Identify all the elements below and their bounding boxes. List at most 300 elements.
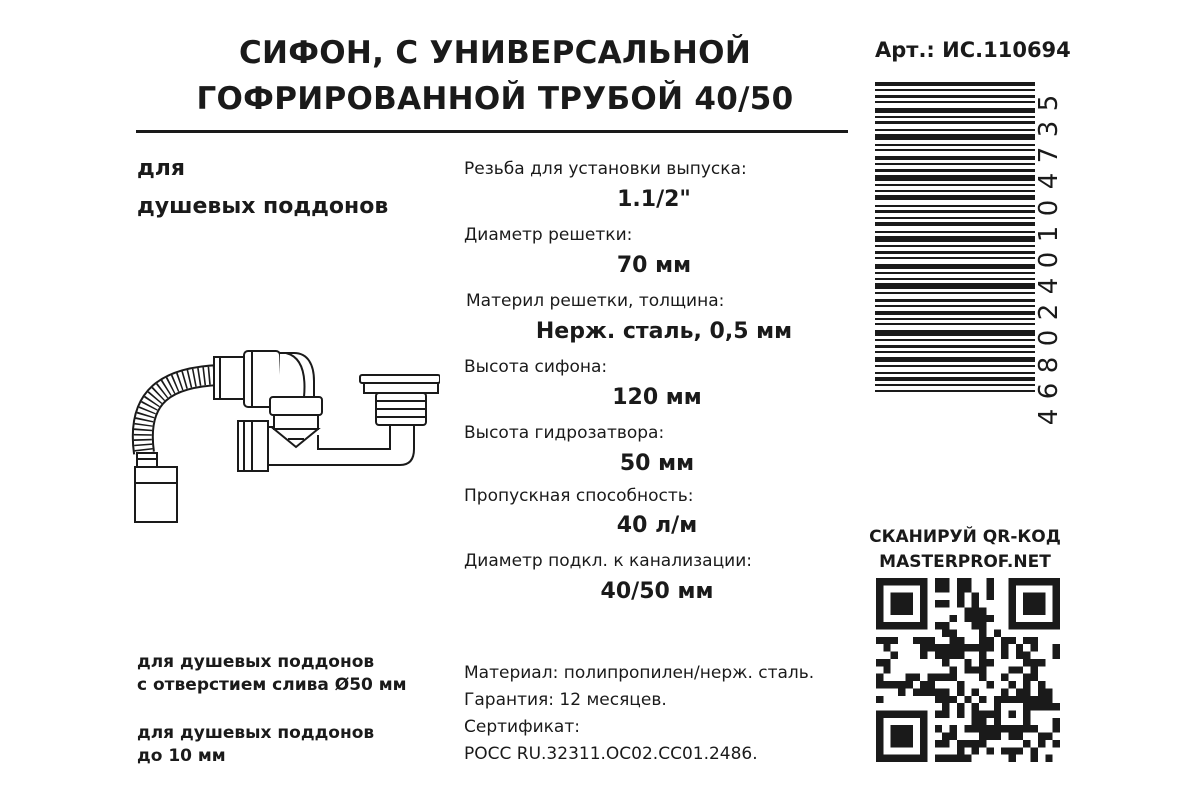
barcode-bar — [875, 390, 1035, 392]
qr-module — [1031, 593, 1038, 600]
qr-module — [1008, 637, 1015, 644]
qr-module — [950, 637, 957, 644]
qr-module — [1053, 644, 1060, 651]
qr-module — [898, 733, 905, 740]
qr-module — [1038, 688, 1045, 695]
qr-module — [1008, 600, 1015, 607]
barcode-bar — [875, 292, 1035, 294]
note-tray-thickness-line-1: для душевых поддонов — [137, 723, 375, 743]
qr-module — [883, 681, 890, 688]
note-drain-hole-line-2: с отверстием слива Ø50 мм — [137, 675, 407, 695]
qr-module — [979, 622, 986, 629]
qr-module — [876, 725, 883, 732]
purpose-line-2: душевых поддонов — [137, 194, 389, 219]
barcode-bar — [875, 278, 1035, 280]
spec-flow-capacity-value: 40 л/м — [616, 513, 698, 538]
qr-module — [876, 674, 883, 681]
qr-module — [979, 710, 986, 717]
barcode-bar — [875, 222, 1035, 226]
qr-module — [891, 652, 898, 659]
qr-module — [891, 607, 898, 614]
qr-module — [957, 740, 964, 747]
qr-module — [920, 637, 927, 644]
barcode-bar — [875, 129, 1035, 131]
qr-module — [1023, 622, 1030, 629]
qr-module — [957, 703, 964, 710]
qr-module — [1001, 674, 1008, 681]
qr-module — [913, 622, 920, 629]
qr-module — [994, 696, 1001, 703]
qr-module — [972, 740, 979, 747]
qr-module — [1008, 585, 1015, 592]
barcode-bar — [875, 231, 1035, 233]
qr-module — [905, 593, 912, 600]
qr-module — [1045, 578, 1052, 585]
qr-module — [1023, 659, 1030, 666]
qr-module — [913, 710, 920, 717]
qr-module — [1001, 725, 1008, 732]
qr-module — [1008, 666, 1015, 673]
qr-module — [1045, 696, 1052, 703]
qr-module — [1045, 703, 1052, 710]
barcode-bar — [875, 305, 1035, 307]
qr-module — [1023, 652, 1030, 659]
qr-module — [1023, 710, 1030, 717]
qr-module — [942, 659, 949, 666]
qr-module — [920, 593, 927, 600]
qr-module — [942, 600, 949, 607]
qr-module — [1016, 688, 1023, 695]
article-number: Арт.: ИС.110694 — [875, 38, 1071, 62]
qr-module — [920, 718, 927, 725]
barcode-bar — [875, 377, 1035, 381]
qr-module — [964, 644, 971, 651]
barcode-bar — [875, 169, 1035, 172]
qr-module — [1001, 644, 1008, 651]
qr-module — [942, 710, 949, 717]
qr-module — [964, 755, 971, 762]
qr-module — [1008, 578, 1015, 585]
qr-module — [891, 740, 898, 747]
qr-module — [898, 725, 905, 732]
qr-module — [964, 740, 971, 747]
qr-module — [883, 578, 890, 585]
qr-module — [920, 740, 927, 747]
barcode-bar — [875, 82, 1035, 86]
barcode-bar — [875, 272, 1035, 274]
qr-module — [986, 747, 993, 754]
qr-module — [1016, 666, 1023, 673]
qr-module — [994, 703, 1001, 710]
qr-module — [920, 755, 927, 762]
spec-grate-material-value: Нерж. сталь, 0,5 мм — [535, 319, 793, 344]
qr-module — [957, 681, 964, 688]
qr-module — [979, 630, 986, 637]
qr-code[interactable] — [876, 578, 1060, 762]
qr-module — [986, 578, 993, 585]
barcode-digit: 4 — [1034, 408, 1064, 426]
qr-module — [1038, 593, 1045, 600]
qr-module — [876, 740, 883, 747]
barcode-bar — [875, 156, 1035, 160]
barcode-bar — [875, 95, 1035, 98]
qr-module — [1016, 747, 1023, 754]
barcode-digit: 8 — [1034, 356, 1064, 373]
qr-module — [920, 733, 927, 740]
barcode-bar — [875, 108, 1035, 113]
qr-module — [920, 600, 927, 607]
title-divider — [136, 130, 848, 133]
qr-module — [994, 718, 1001, 725]
qr-module — [876, 600, 883, 607]
qr-module — [972, 688, 979, 695]
qr-module — [1053, 615, 1060, 622]
qr-module — [1053, 740, 1060, 747]
qr-module — [1001, 637, 1008, 644]
qr-module — [994, 725, 1001, 732]
qr-module — [972, 718, 979, 725]
qr-module — [920, 622, 927, 629]
qr-module — [1023, 718, 1030, 725]
qr-module — [972, 747, 979, 754]
qr-module — [957, 747, 964, 754]
qr-module — [957, 644, 964, 651]
qr-module — [876, 615, 883, 622]
qr-module — [876, 659, 883, 666]
barcode-bar — [875, 251, 1035, 254]
barcode-bar — [875, 339, 1035, 341]
qr-module — [891, 725, 898, 732]
barcode-bar — [875, 283, 1035, 289]
qr-module — [876, 593, 883, 600]
qr-module — [957, 593, 964, 600]
qr-module — [935, 644, 942, 651]
qr-module — [883, 659, 890, 666]
qr-module — [883, 644, 890, 651]
qr-module — [1008, 755, 1015, 762]
qr-module — [964, 578, 971, 585]
qr-module — [935, 622, 942, 629]
qr-module — [1001, 696, 1008, 703]
qr-module — [935, 674, 942, 681]
qr-module — [1008, 747, 1015, 754]
qr-module — [1016, 622, 1023, 629]
qr-module — [957, 652, 964, 659]
qr-module — [979, 718, 986, 725]
qr-module — [905, 674, 912, 681]
qr-module — [876, 578, 883, 585]
barcode-bar — [875, 330, 1035, 336]
qr-module — [920, 652, 927, 659]
barcode-bar — [875, 175, 1035, 181]
qr-module — [891, 622, 898, 629]
barcode-bar — [875, 257, 1035, 259]
qr-module — [905, 681, 912, 688]
product-title — [140, 30, 850, 122]
qr-module — [942, 674, 949, 681]
qr-module — [950, 666, 957, 673]
barcode-bar — [875, 217, 1035, 219]
qr-module — [986, 681, 993, 688]
qr-module — [920, 710, 927, 717]
spec-water-seal-value: 50 мм — [619, 451, 695, 476]
qr-module — [1023, 607, 1030, 614]
qr-module — [1023, 725, 1030, 732]
barcode-bar — [875, 345, 1035, 348]
barcode-bar — [875, 184, 1035, 186]
qr-module — [1045, 688, 1052, 695]
qr-module — [898, 740, 905, 747]
qr-module — [1031, 666, 1038, 673]
qr-module — [950, 755, 957, 762]
qr-module — [920, 747, 927, 754]
qr-module — [1031, 637, 1038, 644]
qr-module — [1053, 725, 1060, 732]
barcode-bar — [875, 101, 1035, 103]
qr-module — [979, 659, 986, 666]
qr-module — [913, 755, 920, 762]
qr-module — [1023, 681, 1030, 688]
product-purpose — [137, 150, 388, 226]
qr-module — [876, 681, 883, 688]
barcode-digit: 0 — [1034, 251, 1064, 269]
qr-module — [979, 725, 986, 732]
qr-module — [1008, 615, 1015, 622]
spec-grate-material-label: Материл решетки, толщина: — [466, 291, 725, 311]
qr-module — [935, 710, 942, 717]
barcode-digits — [1030, 90, 1068, 430]
barcode-bar — [875, 205, 1035, 207]
qr-module — [1038, 622, 1045, 629]
qr-module — [891, 600, 898, 607]
qr-module — [1053, 607, 1060, 614]
qr-module — [1001, 747, 1008, 754]
qr-module — [1023, 740, 1030, 747]
qr-module — [950, 630, 957, 637]
qr-module — [1031, 725, 1038, 732]
qr-module — [1038, 607, 1045, 614]
purpose-line-1: для — [137, 156, 186, 181]
qr-module — [979, 637, 986, 644]
qr-module — [1031, 607, 1038, 614]
qr-module — [891, 637, 898, 644]
barcode-bar — [875, 264, 1035, 269]
qr-module — [913, 578, 920, 585]
qr-module — [950, 615, 957, 622]
qr-module — [964, 696, 971, 703]
barcode-bar — [875, 357, 1035, 362]
barcode-digit: 7 — [1034, 147, 1064, 164]
spec-thread-value: 1.1/2" — [617, 187, 691, 212]
qr-module — [1045, 755, 1052, 762]
qr-module — [1053, 600, 1060, 607]
qr-module — [898, 622, 905, 629]
qr-module — [905, 600, 912, 607]
barcode-bar — [875, 236, 1035, 242]
product-title-line-1: СИФОН, С УНИВЕРСАЛЬНОЙ — [238, 35, 752, 71]
qr-module — [1008, 607, 1015, 614]
qr-module — [1016, 725, 1023, 732]
qr-module — [994, 710, 1001, 717]
qr-module — [1001, 688, 1008, 695]
qr-module — [942, 622, 949, 629]
qr-module — [935, 585, 942, 592]
qr-module — [950, 674, 957, 681]
barcode-digit: 6 — [1034, 382, 1064, 399]
spec-water-seal-label: Высота гидрозатвора: — [464, 423, 665, 443]
qr-module — [905, 578, 912, 585]
qr-module — [1016, 644, 1023, 651]
qr-module — [1053, 585, 1060, 592]
qr-module — [876, 607, 883, 614]
barcode-digit: 2 — [1034, 303, 1064, 321]
qr-module — [935, 600, 942, 607]
qr-module — [972, 607, 979, 614]
qr-module — [920, 585, 927, 592]
spec-flow-capacity-label: Пропускная способность: — [464, 486, 694, 506]
qr-module — [876, 585, 883, 592]
qr-module — [957, 585, 964, 592]
qr-module — [935, 755, 942, 762]
qr-module — [986, 593, 993, 600]
qr-module — [994, 733, 1001, 740]
barcode-digit: 4 — [1034, 173, 1064, 190]
qr-module — [898, 681, 905, 688]
qr-module — [1031, 703, 1038, 710]
qr-module — [1031, 696, 1038, 703]
qr-module — [928, 637, 935, 644]
qr-module — [1001, 652, 1008, 659]
qr-module — [979, 615, 986, 622]
qr-module — [1038, 733, 1045, 740]
qr-module — [1016, 578, 1023, 585]
qr-module — [905, 725, 912, 732]
barcode-bar — [875, 365, 1035, 367]
barcode-bar — [875, 323, 1035, 325]
qr-module — [972, 593, 979, 600]
qr-module — [913, 674, 920, 681]
qr-module — [928, 681, 935, 688]
barcode-digit: 0 — [1034, 199, 1064, 216]
qr-module — [891, 578, 898, 585]
qr-module — [957, 578, 964, 585]
qr-module — [928, 688, 935, 695]
qr-module — [979, 607, 986, 614]
qr-module — [920, 615, 927, 622]
product-title-line-2: ГОФРИРОВАННОЙ ТРУБОЙ 40/50 — [196, 81, 794, 117]
barcode-bar — [875, 351, 1035, 353]
barcode-bar — [875, 384, 1035, 386]
qr-module — [986, 585, 993, 592]
qr-module — [891, 681, 898, 688]
qr-module — [964, 607, 971, 614]
qr-module — [1053, 622, 1060, 629]
qr-module — [942, 630, 949, 637]
qr-module — [1023, 578, 1030, 585]
qr-module — [942, 578, 949, 585]
qr-module — [957, 637, 964, 644]
qr-module — [1038, 600, 1045, 607]
qr-module — [1038, 740, 1045, 747]
qr-module — [1053, 593, 1060, 600]
qr-module — [920, 688, 927, 695]
spec-grate-diameter-label: Диаметр решетки: — [464, 225, 633, 245]
qr-module — [942, 740, 949, 747]
qr-module — [1023, 593, 1030, 600]
barcode-bar — [875, 245, 1035, 247]
qr-module — [950, 652, 957, 659]
qr-module — [898, 607, 905, 614]
qr-module — [942, 703, 949, 710]
qr-module — [979, 644, 986, 651]
barcode-bar — [875, 372, 1035, 374]
qr-module — [972, 703, 979, 710]
qr-module — [891, 755, 898, 762]
qr-module — [1053, 703, 1060, 710]
qr-module — [920, 578, 927, 585]
qr-module — [1023, 600, 1030, 607]
certificate-label: Сертификат: — [464, 717, 580, 737]
qr-module — [935, 652, 942, 659]
barcode-bar — [875, 190, 1035, 192]
qr-module — [986, 725, 993, 732]
warranty-text: Гарантия: 12 месяцев. — [464, 690, 667, 710]
qr-module — [935, 696, 942, 703]
qr-module — [979, 652, 986, 659]
qr-module — [1016, 652, 1023, 659]
qr-module — [1038, 681, 1045, 688]
qr-module — [964, 585, 971, 592]
qr-module — [972, 644, 979, 651]
qr-module — [935, 578, 942, 585]
qr-module — [876, 696, 883, 703]
qr-module — [1031, 622, 1038, 629]
note-drain-hole-line-1: для душевых поддонов — [137, 652, 375, 672]
qr-module — [986, 733, 993, 740]
qr-module — [1008, 593, 1015, 600]
qr-module — [1008, 733, 1015, 740]
note-drain-hole — [137, 651, 407, 697]
qr-module — [986, 637, 993, 644]
qr-module — [957, 600, 964, 607]
qr-module — [1016, 696, 1023, 703]
spec-thread-label: Резьба для установки выпуска: — [464, 159, 747, 179]
qr-caption-line-1: СКАНИРУЙ QR-КОД — [869, 527, 1061, 547]
qr-module — [950, 696, 957, 703]
barcode-bar — [875, 318, 1035, 320]
product-info — [464, 660, 814, 768]
spec-sewer-diameter-label: Диаметр подкл. к канализации: — [464, 551, 752, 571]
qr-module — [942, 696, 949, 703]
qr-module — [935, 740, 942, 747]
qr-module — [1045, 733, 1052, 740]
qr-module — [898, 755, 905, 762]
barcode-bar — [875, 149, 1035, 151]
barcode-bar — [875, 134, 1035, 140]
qr-module — [942, 755, 949, 762]
qr-module — [1008, 696, 1015, 703]
qr-module — [920, 681, 927, 688]
qr-module — [1023, 696, 1030, 703]
qr-module — [905, 622, 912, 629]
qr-module — [964, 659, 971, 666]
spec-siphon-height-label: Высота сифона: — [464, 357, 608, 377]
qr-module — [1023, 688, 1030, 695]
qr-module — [957, 755, 964, 762]
spec-sewer-diameter-value: 40/50 мм — [600, 579, 714, 604]
qr-module — [972, 600, 979, 607]
qr-module — [1038, 578, 1045, 585]
